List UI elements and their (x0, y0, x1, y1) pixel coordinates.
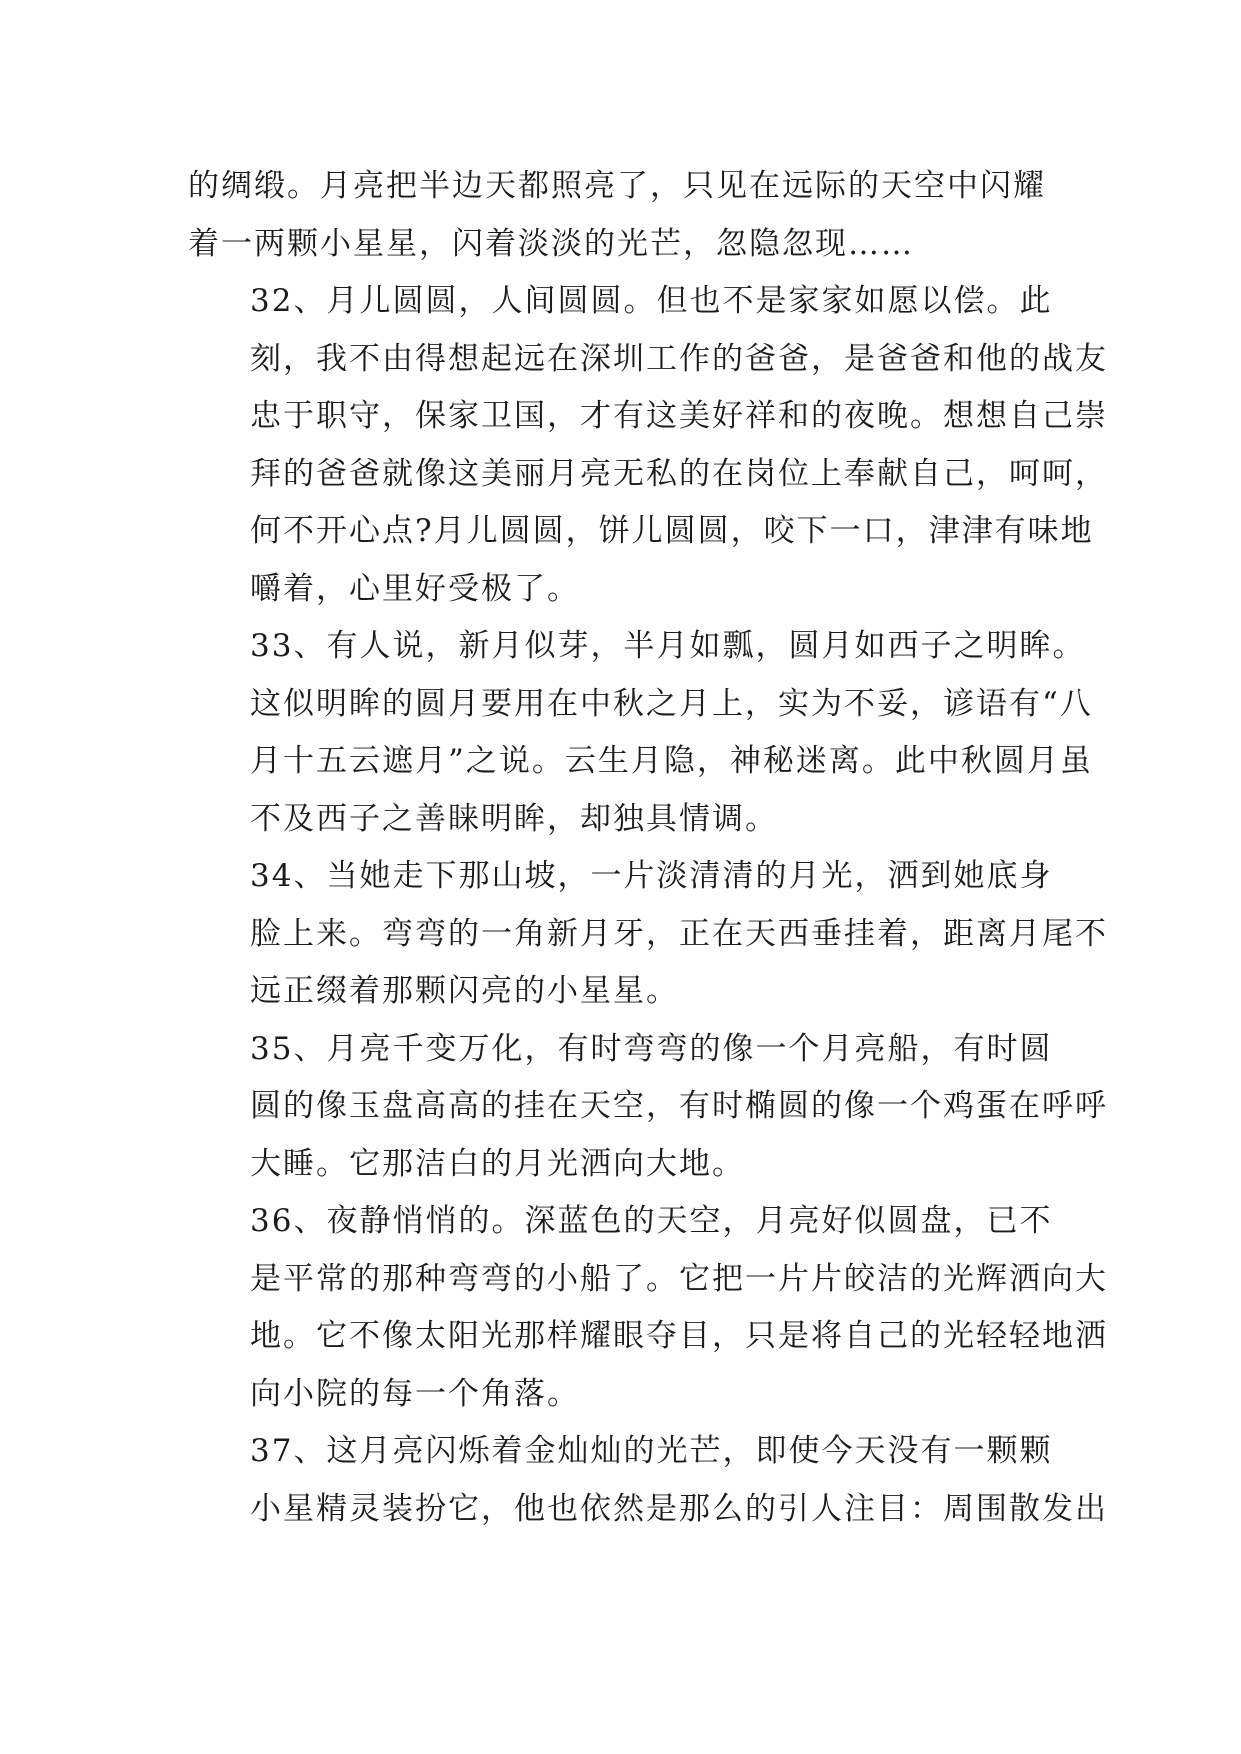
paragraph-34 (188, 848, 1108, 1021)
text-line: 月十五云遮月”之说。云生月隐，神秘迷离。此中秋圆月虽 (250, 743, 1093, 779)
paragraph-37 (188, 1423, 1108, 1538)
text-line: 忠于职守，保家卫国，才有这美好祥和的夜晚。想想自己崇 (250, 398, 1108, 434)
paragraph-31-continuation (188, 158, 1056, 273)
document-body (188, 158, 1108, 1538)
paragraph-35 (188, 1021, 1108, 1194)
paragraph-36 (188, 1193, 1108, 1423)
text-line: 向小院的每一个角落。 (250, 1375, 580, 1412)
paragraph-33 (188, 618, 1093, 848)
text-line: 何不开心点?月儿圆圆，饼儿圆圆，咬下一口，津津有味地 (250, 513, 1094, 549)
text-line: 34、当她走下那山坡，一片淡清清的月光，洒到她底身 (250, 858, 1053, 894)
text-line: 小星精灵装扮它，他也依然是那么的引人注目：周围散发出 (250, 1490, 1108, 1527)
text-line: 这似明眸的圆月要用在中秋之月上，实为不妥，谚语有“八 (250, 685, 1093, 722)
text-line: 拜的爸爸就像这美丽月亮无私的在岗位上奉献自己，呵呵， (250, 455, 1108, 492)
text-line: 36、夜静悄悄的。深蓝色的天空，月亮好似圆盘，已不 (250, 1203, 1053, 1239)
text-line: 37、这月亮闪烁着金灿灿的光芒，即使今天没有一颗颗 (250, 1433, 1053, 1469)
paragraph-32 (188, 273, 1108, 618)
text-line: 32、月儿圆圆，人间圆圆。但也不是家家如愿以偿。此 (250, 283, 1053, 319)
text-line: 35、月亮千变万化，有时弯弯的像一个月亮船，有时圆 (250, 1030, 1053, 1067)
text-line: 33、有人说，新月似芽，半月如瓢，圆月如西子之明眸。 (250, 628, 1086, 664)
text-line: 大睡。它那洁白的月光洒向大地。 (250, 1145, 745, 1182)
text-line: 圆的像玉盘高高的挂在天空，有时椭圆的像一个鸡蛋在呼呼 (250, 1088, 1108, 1124)
text-line: 脸上来。弯弯的一角新月牙，正在天西垂挂着，距离月尾不 (250, 915, 1108, 952)
text-line: 不及西子之善睐明眸，却独具情调。 (250, 800, 778, 837)
text-line: 刻，我不由得想起远在深圳工作的爸爸，是爸爸和他的战友 (250, 340, 1108, 377)
text-line: 的绸缎。月亮把半边天都照亮了，只见在远际的天空中闪耀 (188, 168, 1046, 204)
text-line: 地。它不像太阳光那样耀眼夺目，只是将自己的光轻轻地洒 (250, 1318, 1108, 1354)
text-line: 着一两颗小星星，闪着淡淡的光芒，忽隐忽现…… (188, 225, 914, 262)
text-line: 远正缀着那颗闪亮的小星星。 (250, 973, 679, 1009)
text-line: 嚼着，心里好受极了。 (250, 570, 580, 607)
text-line: 是平常的那种弯弯的小船了。它把一片片皎洁的光辉洒向大 (250, 1260, 1108, 1297)
